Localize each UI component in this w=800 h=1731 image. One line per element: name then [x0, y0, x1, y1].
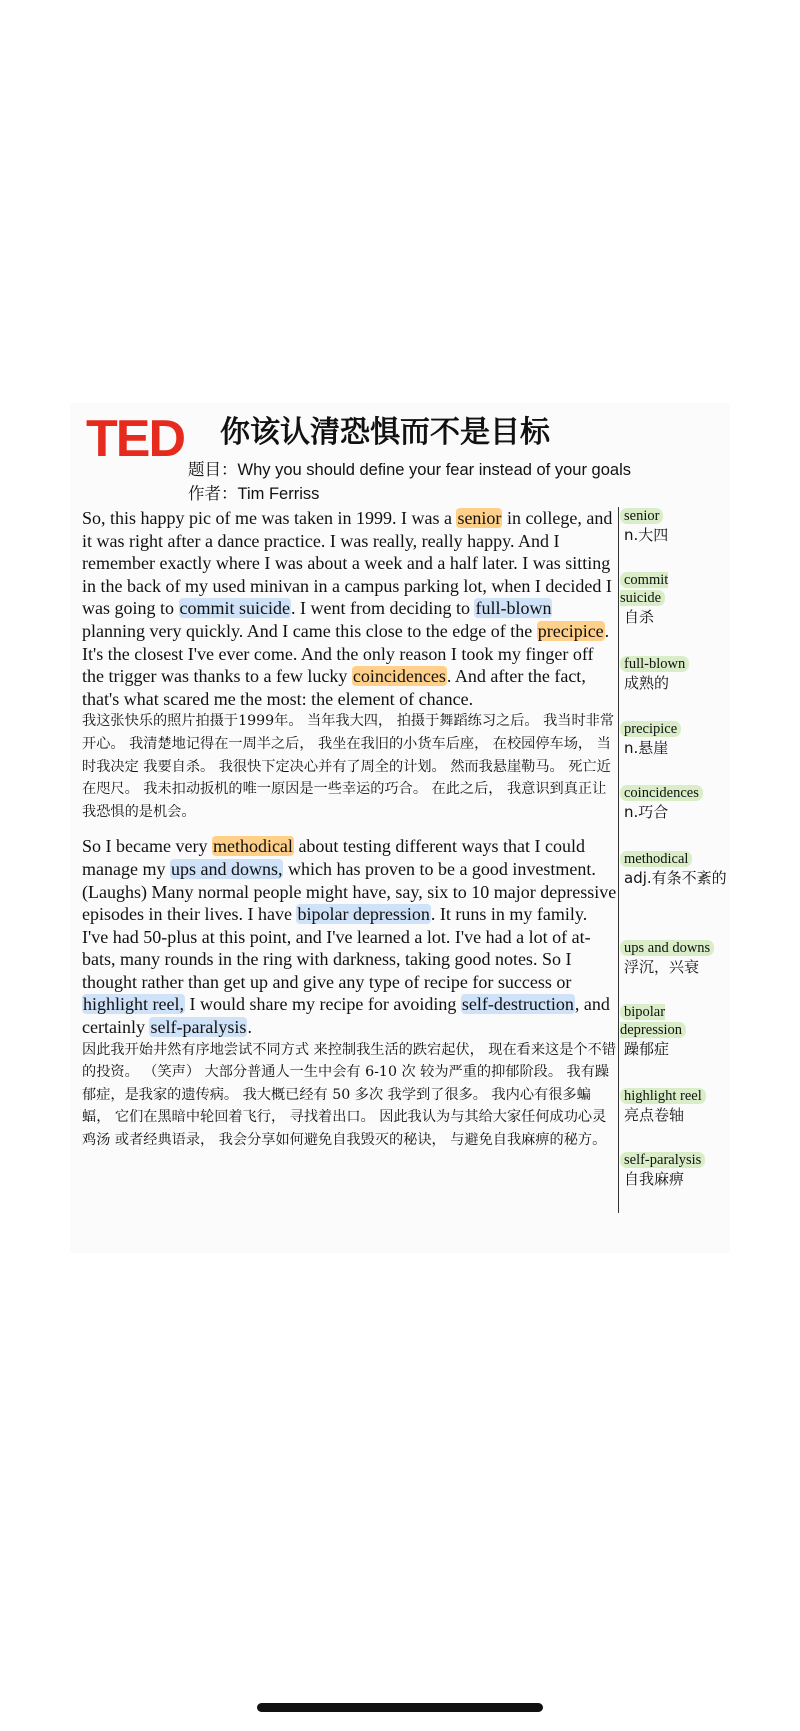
- glossary-item: [620, 571, 730, 628]
- glossary-definition: 自我麻痹: [624, 1170, 685, 1188]
- glossary-item: [620, 507, 730, 546]
- glossary-definition: n.大四: [624, 526, 669, 544]
- paragraph-2-chinese: 因此我开始井然有序地尝试不同方式 来控制我生活的跌宕起伏， 现在看来这是个不错的投资。 （笑声） 大部分普通人一生中会有 6-10 次 较为严重的抑郁阶段。 我有躁郁症，是我家的遗传病。 我大概已经有 50 多次 我学到了很多。 我内心有很多蝙蝠， 它们在黑暗中轮回着飞行， 寻找着出口。 因此我认为与其给大家任何成功心灵鸡汤 或者经典语录， 我会分享如何避免自我毁灭的秘诀， 与避免自我麻痹的秘方。: [82, 1041, 616, 1149]
- text-segment: So I became very: [82, 836, 212, 857]
- glossary-term: senior: [620, 508, 663, 524]
- glossary-divider: [618, 507, 619, 1213]
- highlight-highlight-reel: highlight reel,: [83, 994, 184, 1015]
- talk-topic: 题目：Why you should define your fear instead of your goals: [188, 461, 631, 479]
- highlight-coincidences: coincidences: [352, 666, 446, 687]
- text-segment: .: [247, 1017, 252, 1038]
- transcript: [82, 507, 617, 1152]
- text-segment: in college, and it was right after a dance practice. I was really, really happy. And I remember exactly where I was about a week and a half later. I was sitting in the back of my used minivan in a campus parking lot, when I decided I was going to: [82, 508, 613, 619]
- text-segment: , and certainly: [82, 994, 610, 1038]
- glossary-item: [620, 784, 730, 823]
- text-segment: which has proven to be a good investment. (Laughs) Many normal people might have, say, six to 10 major depressive episodes in their lives. I have: [82, 858, 617, 925]
- text-segment: . It runs in my family. I've had 50-plus at this point, and I've learned a lot. I've had a lot of at-bats, many rounds in the ring with darkness, taking good notes. So I thought rather than get up and give any type of recipe for success or: [82, 904, 591, 992]
- text-segment: about testing different ways that I could manage my: [82, 836, 586, 879]
- glossary-item: [620, 1003, 730, 1060]
- glossary-item: [620, 939, 730, 978]
- glossary-definition: 浮沉，兴衰: [624, 958, 700, 976]
- ted-logo: TED: [86, 410, 184, 468]
- highlight-self-paralysis: self-paralysis: [150, 1017, 247, 1038]
- glossary-definition: n.悬崖: [624, 739, 669, 757]
- glossary-term: highlight reel: [620, 1088, 706, 1104]
- glossary-term: precipice: [620, 721, 681, 737]
- glossary-item: [620, 720, 730, 759]
- ted-vocab-card: [70, 403, 730, 1253]
- text-segment: I would share my recipe for avoiding: [184, 994, 461, 1015]
- glossary-term: ups and downs: [620, 940, 714, 956]
- highlight-self-destruction: self-destruction: [461, 994, 574, 1015]
- glossary-term: self-paralysis: [620, 1152, 705, 1168]
- glossary-definition: n.巧合: [624, 803, 669, 821]
- glossary-item: [620, 655, 730, 694]
- glossary-term: methodical: [620, 851, 692, 867]
- highlight-precipice: precipice: [537, 620, 604, 641]
- home-indicator[interactable]: [257, 1703, 543, 1712]
- page-title: 你该认清恐惧而不是目标: [220, 415, 550, 450]
- glossary-item: [620, 1087, 730, 1126]
- text-segment: . I went from deciding to: [290, 598, 475, 619]
- text-segment: So, this happy pic of me was taken in 1999. I was a: [82, 508, 457, 528]
- text-segment: planning very quickly. And I came this close to the edge of the: [82, 620, 537, 641]
- glossary-item: [620, 1151, 730, 1190]
- glossary-term: bipolar depression: [620, 1004, 686, 1038]
- paragraph-2-english: [82, 835, 617, 1038]
- glossary-definition: 成熟的: [624, 674, 670, 692]
- paragraph-1-english: [82, 507, 617, 710]
- glossary-term: coincidences: [620, 785, 703, 801]
- highlight-commit-suicide: commit suicide: [179, 598, 290, 619]
- glossary-definition: 躁郁症: [624, 1040, 670, 1058]
- glossary-item: [620, 850, 730, 889]
- glossary-term: full-blown: [620, 656, 689, 672]
- highlight-senior: senior: [457, 508, 502, 528]
- highlight-bipolar-depression: bipolar depression: [297, 904, 430, 925]
- glossary-definition: 亮点卷轴: [624, 1106, 685, 1124]
- paragraph-1-chinese: 我这张快乐的照片拍摄于1999年。 当年我大四， 拍摄于舞蹈练习之后。 我当时非常开心。 我清楚地记得在一周半之后， 我坐在我旧的小货车后座， 在校园停车场， 当时我决定 我要自杀。 我很快下定决心并有了周全的计划。 然而我悬崖勒马。 死亡近在咫尺。 我未扣动扳机的唯一原因是一些幸运的巧合。 在此之后， 我意识到真正让我恐惧的是机会。: [82, 713, 615, 820]
- highlight-methodical: methodical: [212, 836, 293, 857]
- glossary-definition: adj.有条不紊的: [624, 869, 727, 887]
- text-segment: . It's the closest I've ever come. And the only reason I took my finger off the trigger was thanks to a few lucky: [82, 620, 610, 687]
- glossary-definition: 自杀: [624, 608, 655, 626]
- talk-author: 作者：Tim Ferriss: [188, 485, 320, 503]
- text-segment: . And after the fact, that's what scared me the most: the element of chance.: [82, 666, 586, 709]
- highlight-full-blown: full-blown: [475, 598, 552, 619]
- highlight-ups-and-downs: ups and downs,: [170, 858, 283, 879]
- glossary-term: commit suicide: [620, 572, 669, 606]
